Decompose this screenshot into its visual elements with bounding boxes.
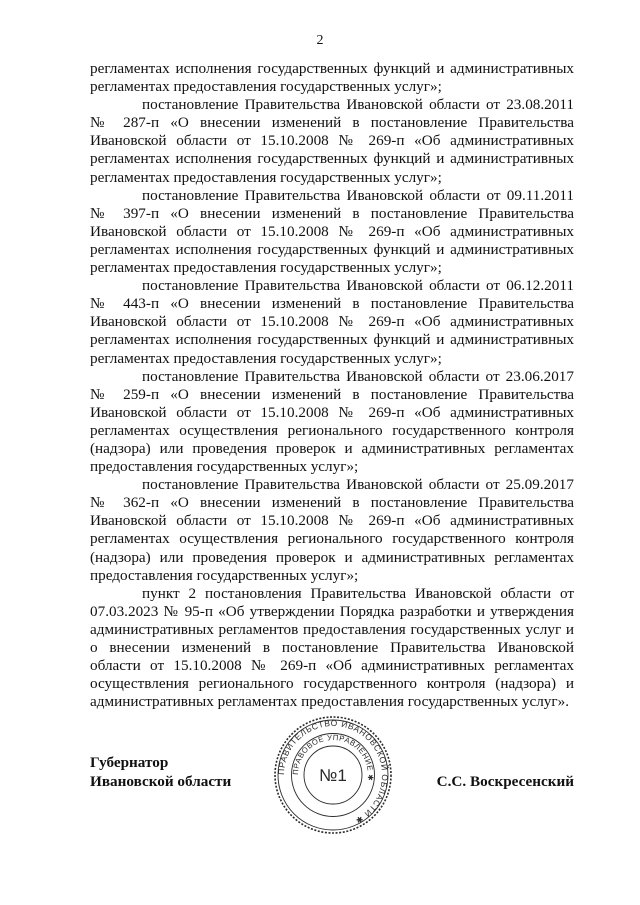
- signatory-name: С.С. Воскресенский: [436, 773, 574, 790]
- document-body: [90, 60, 574, 711]
- official-seal: [272, 714, 394, 836]
- signatory-title: [90, 754, 231, 791]
- paragraph-3: постановление Правительства Ивановской области от 09.11.2011 № 397-п «О внесении изменений в постановление Правительства Ивановской области от 15.10.2008 № 269-п «Об административных регламентах исполнения государственных функций и административных регламентах предоставления государственных услуг»;: [90, 186, 574, 277]
- seal-outer-text-path: ПРАВИТЕЛЬСТВО ИВАНОВСКОЙ ОБЛАСТИ ✱: [275, 717, 391, 827]
- paragraph-6: постановление Правительства Ивановской области от 25.09.2017 № 362-п «О внесении изменений в постановление Правительства Ивановской области от 15.10.2008 № 269-п «Об административных регламентах осуществления регионального государственного контроля (надзора) или проведения проверок и административных регламентах предоставления государственных услуг»;: [90, 476, 574, 584]
- paragraph-5: постановление Правительства Ивановской области от 23.06.2017 № 259-п «О внесении изменений в постановление Правительства Ивановской области от 15.10.2008 № 269-п «Об административных регламентах осуществления регионального государственного контроля (надзора) или проведения проверок и административных регламентах предоставления государственных услуг»;: [90, 367, 574, 476]
- paragraph-4: постановление Правительства Ивановской области от 06.12.2011 № 443-п «О внесении изменений в постановление Правительства Ивановской области от 15.10.2008 № 269-п «Об административных регламентах исполнения государственных функций и административных регламентах предоставления государственных услуг»;: [90, 277, 574, 367]
- paragraph-1: регламентах исполнения государственных функций и административных регламентах предоставления государственных услуг»;: [90, 60, 574, 96]
- signatory-title-line1: Губернатор: [90, 754, 169, 771]
- paragraph-7: пункт 2 постановления Правительства Ивановской области от 07.03.2023 № 95-п «Об утверждении Порядка разработки и утверждения административных регламентов предоставления государственных услуг и о внесении изменений в постановление Правительства Ивановской области от 15.10.2008 № 269-п «Об административных регламентах осуществления регионального государственного контроля (надзора) и административных регламентах предоставления государственных услуг».: [90, 584, 574, 711]
- seal-inner-text-path: ПРАВОВОЕ УПРАВЛЕНИЕ ✱: [290, 732, 376, 782]
- page-number: 2: [316, 33, 324, 48]
- paragraph-2: постановление Правительства Ивановской области от 23.08.2011 № 287-п «О внесении изменений в постановление Правительства Ивановской области от 15.10.2008 № 269-п «Об административных регламентах исполнения государственных функций и административных регламентах предоставления государственных услуг»;: [90, 96, 574, 186]
- signatory-title-line2: Ивановской области: [90, 772, 232, 790]
- seal-number: №1: [319, 766, 347, 785]
